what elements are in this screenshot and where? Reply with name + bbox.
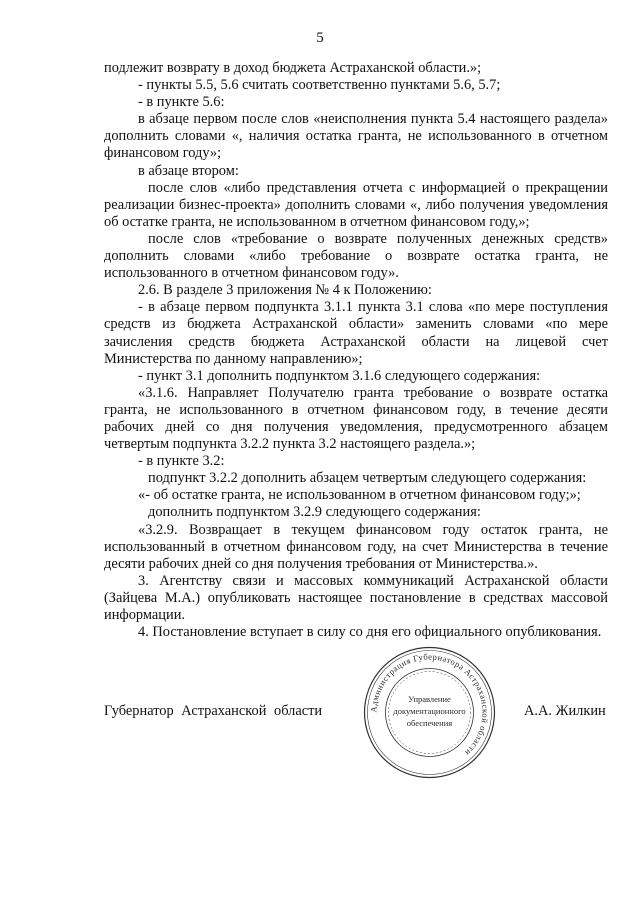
seal-center-line-2: документационного	[393, 706, 466, 716]
page-number: 5	[316, 30, 324, 46]
paragraph: «3.1.6. Направляет Получателю гранта требование о возврате остатка гранта, не использованного в отчетном финансовом году, в течение десяти рабочих дней со дня получения уведомления, предусмотренного абзацем четвертым подпункта 3.2.2 пункта 3.2 настоящего раздела.»;	[104, 384, 608, 453]
paragraph: - в абзаце первом подпункта 3.1.1 пункта 3.1 слова «по мере поступления средств из бюджета Астраханской области» заменить словами «по мере зачисления средств бюджета Астраханской области на лицевой счет Министерства по данному направлению»;	[104, 299, 608, 367]
signatory-name: А.А. Жилкин	[524, 703, 606, 719]
paragraph: 3. Агентству связи и массовых коммуникаций Астраханской области (Зайцева М.А.) опубликовать настоящее постановление в средствах массовой информации.	[104, 572, 608, 623]
paragraph: - пункты 5.5, 5.6 считать соответственно пунктами 5.6, 5.7;	[138, 77, 501, 94]
paragraph: 2.6. В разделе 3 приложения № 4 к Положению:	[138, 282, 432, 299]
paragraph: после слов «требование о возврате полученных денежных средств» дополнить словами «либо требование о возврате остатка гранта, не использованного в отчетном финансовом году».	[104, 230, 608, 282]
seal-outer-text: Администрация Губернатора Астраханской области	[368, 651, 491, 759]
paragraph: дополнить подпунктом 3.2.9 следующего содержания:	[148, 504, 481, 521]
paragraph: - пункт 3.1 дополнить подпунктом 3.1.6 следующего содержания:	[138, 367, 541, 384]
paragraph: 4. Постановление вступает в силу со дня его официального опубликования.	[138, 624, 602, 641]
paragraph: «- об остатке гранта, не использованном в отчетном финансовом году;»;	[138, 487, 581, 504]
paragraph: «3.2.9. Возвращает в текущем финансовом году остаток гранта, не использованный в отчетном финансовом году, на счет Министерства в течение десяти рабочих дней со дня получения требования от Министерства.».	[104, 521, 608, 572]
paragraph: - в пункте 3.2:	[138, 453, 225, 470]
paragraph: подлежит возврату в доход бюджета Астраханской области.»;	[104, 60, 482, 76]
signatory-title: Губернатор Астраханской области	[104, 703, 323, 719]
paragraph: после слов «либо представления отчета с информацией о прекращении реализации бизнес-проекта» дополнить словами «, либо получения уведомления об остатке гранта, не использованном в отчетном финансовом году,»;	[104, 179, 608, 230]
seal-center-line-3: обеспечения	[406, 718, 453, 728]
paragraph: в абзаце первом после слов «неисполнения пункта 5.4 настоящего раздела» дополнить словами «, наличия остатка гранта, не использованного в отчетном финансовом году»;	[104, 111, 608, 162]
official-seal	[362, 645, 497, 780]
paragraph: подпункт 3.2.2 дополнить абзацем четвертым следующего содержания:	[148, 470, 587, 487]
paragraph: - в пункте 5.6:	[138, 94, 225, 111]
document-body	[104, 60, 608, 641]
seal-center-line-1: Управление	[408, 694, 451, 704]
paragraph: в абзаце втором:	[138, 162, 239, 179]
